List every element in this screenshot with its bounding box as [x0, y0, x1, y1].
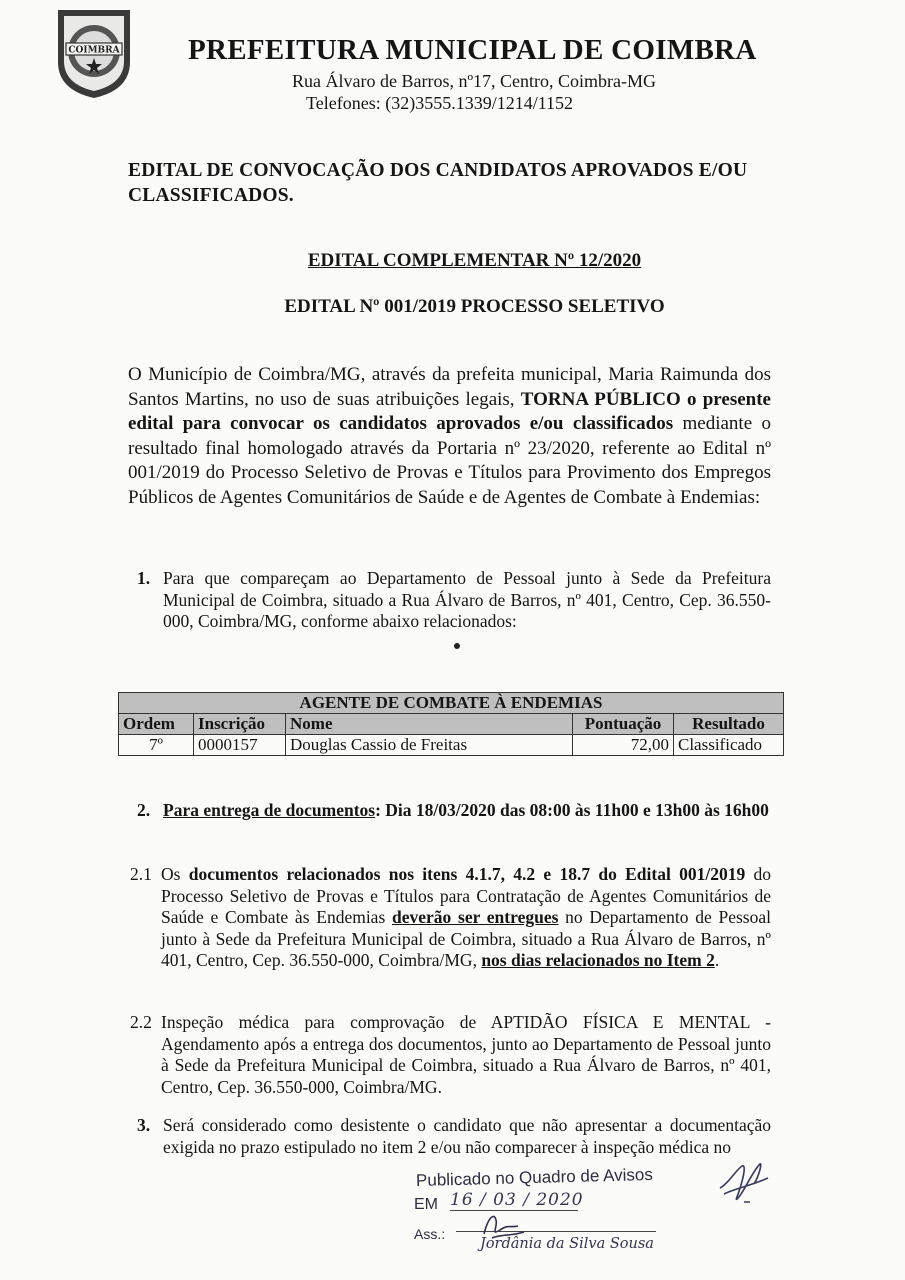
item-2-1-t4: .	[714, 950, 720, 970]
intro-paragraph	[128, 363, 771, 510]
item-2-schedule: : Dia 18/03/2020 das 08:00 às 11h00 e 13h00 às 16h00	[375, 800, 769, 820]
title-convocation: EDITAL DE CONVOCAÇÃO DOS CANDIDATOS APROVADOS E/OU CLASSIFICADOS.	[128, 160, 748, 206]
handwritten-signature-initial	[478, 1208, 528, 1242]
org-address: Rua Álvaro de Barros, nº17, Centro, Coimbra-MG	[292, 71, 657, 91]
item-1-text: Para que compareçam ao Departamento de Pessoal junto à Sede da Prefeitura Municipal de Coimbra, situado a Rua Álvaro de Barros, nº 401, Centro, Cep. 36.550-000, Coimbra/MG, conforme abaixo relacionados:	[163, 568, 771, 631]
item-2-underlined: Para entrega de documentos	[163, 800, 376, 820]
intro-bold-text: TORNA PÚBLICO o presente edital para convocar os candidatos aprovados e/ou classificados	[128, 388, 771, 434]
svg-text:COIMBRA: COIMBRA	[68, 45, 120, 56]
item-2-1-bold-underlined-2: nos dias relacionados no Item 2	[481, 950, 715, 970]
table-header-row	[119, 714, 784, 735]
column-header-resultado: Resultado	[674, 714, 784, 735]
column-header-pontuacao: Pontuação	[573, 714, 674, 735]
intro-text-1: O Município de Coimbra/MG, através da prefeita municipal, Maria Raimunda dos Santos Martins, no uso de suas atribuições legais,	[128, 364, 771, 410]
cell-ordem: 7º	[119, 735, 194, 756]
cell-inscricao: 0000157	[194, 735, 286, 756]
handwritten-signature-initials	[714, 1158, 774, 1206]
column-header-inscricao: Inscrição	[194, 714, 286, 735]
column-header-nome: Nome	[286, 714, 573, 735]
item-2-1-t3: no Departamento de Pessoal junto à Sede da Prefeitura Municipal de Coimbra, situado a Rua Álvaro de Barros, nº 401, Centro, Cep. 36.550-000, Coimbra/MG,	[161, 907, 771, 970]
stamp-handwritten-date: 16 / 03 / 2020	[450, 1190, 584, 1210]
column-header-ordem: Ordem	[119, 714, 194, 735]
item-3-text: Será considerado como desistente o candidato que não apresentar a documentação exigida no prazo estipulado no item 2 e/ou não comparecer à inspeção médica no	[163, 1115, 771, 1157]
cell-pontuacao: 72,00	[573, 735, 674, 756]
item-2-2-number: 2.2	[130, 1012, 152, 1032]
org-name: PREFEITURA MUNICIPAL DE COIMBRA	[188, 34, 757, 66]
ink-dot	[454, 643, 460, 649]
coimbra-seal-logo	[52, 6, 136, 100]
item-2-1-t1: Os	[161, 864, 189, 884]
candidates-table	[118, 692, 784, 756]
title-edital-complementar: EDITAL COMPLEMENTAR Nº 12/2020	[307, 250, 642, 271]
stamp-ass-label: Ass.:	[414, 1226, 446, 1242]
cell-resultado: Classificado	[674, 735, 784, 756]
item-2-text	[163, 800, 771, 822]
stamp-signer-name: Jordânia da Silva Sousa	[480, 1236, 654, 1252]
item-2-1-bold-underlined-1: deverão ser entregues	[392, 907, 559, 927]
title-processo-seletivo: EDITAL Nº 001/2019 PROCESSO SELETIVO	[284, 296, 665, 317]
table-row	[119, 735, 784, 756]
stamp-em-label: EM	[414, 1196, 438, 1213]
item-2-2-text: Inspeção médica para comprovação de APTIDÃO FÍSICA E MENTAL - Agendamento após a entrega dos documentos, junto ao Departamento de Pessoal junto à Sede da Prefeitura Municipal de Coimbra, situado a Rua Álvaro de Barros, nº 401, Centro, Cep. 36.550-000, Coimbra/MG.	[161, 1012, 771, 1097]
stamp-published-label: Publicado no Quadro de Avisos	[415, 1164, 654, 1191]
org-phones: Telefones: (32)3555.1339/1214/1152	[306, 93, 574, 113]
intro-text-2: mediante o resultado final homologado através da Portaria nº 23/2020, referente ao Edital nº 001/2019 do Processo Seletivo de Provas e Títulos para Provimento dos Empregos Públicos de Agentes Comunitários de Saúde e de Agentes de Combate à Endemias:	[128, 413, 771, 508]
table-title-row	[119, 693, 784, 714]
table-title: AGENTE DE COMBATE À ENDEMIAS	[119, 693, 784, 714]
cell-nome: Douglas Cassio de Freitas	[286, 735, 573, 756]
item-3-number: 3.	[137, 1115, 151, 1135]
item-2-1-t2: do Processo Seletivo de Provas e Títulos para Contratação de Agentes Comunitários de Saúde e Combate às Endemias	[161, 864, 771, 927]
item-2-1-text	[161, 864, 771, 972]
item-2-1-bold: documentos relacionados nos itens 4.1.7, 4.2 e 18.7 do Edital 001/2019	[188, 864, 746, 884]
item-1-number: 1.	[137, 568, 151, 588]
item-2-number: 2.	[137, 800, 151, 820]
item-2-1-number: 2.1	[130, 864, 152, 884]
